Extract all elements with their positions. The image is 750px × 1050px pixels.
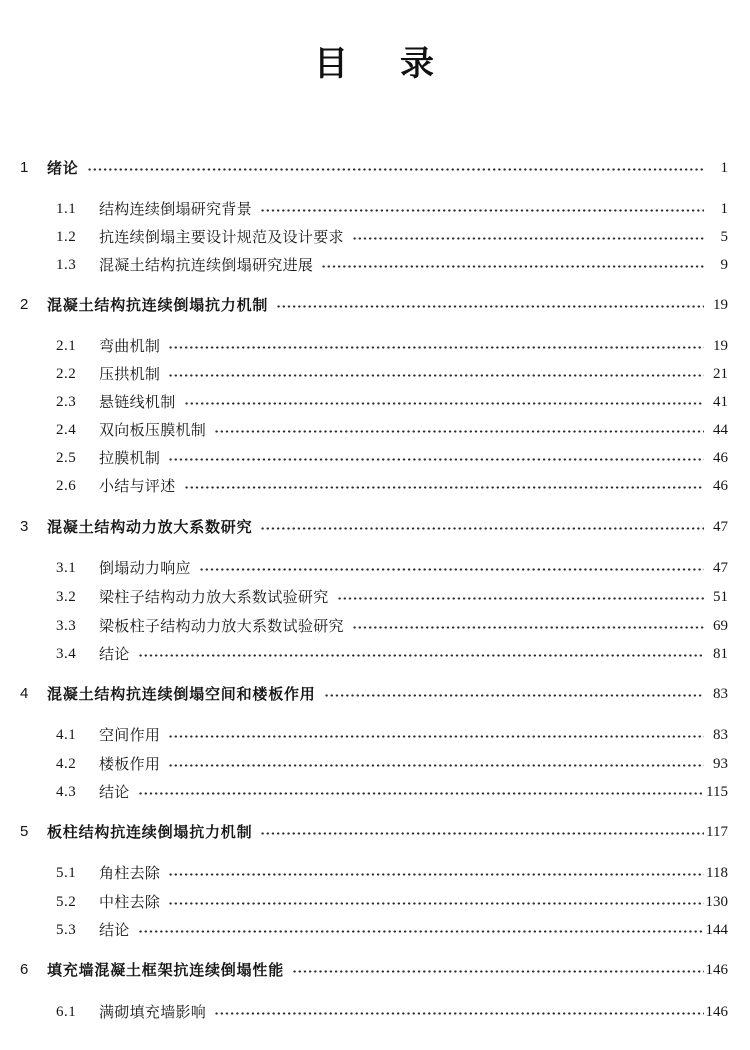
toc-section-row (0, 585, 750, 609)
toc-entry-body (99, 861, 710, 885)
toc-entry-body (99, 890, 710, 914)
toc-entry-title: 梁板柱子结构动力放大系数试验研究 (99, 617, 344, 635)
toc-entry-body (99, 362, 710, 386)
toc-dot-leader (168, 458, 704, 461)
toc-entry-body (99, 225, 710, 249)
toc-dot-leader (321, 265, 704, 268)
toc-entry-number: 6 (20, 961, 29, 978)
toc-entry-number: 5.2 (56, 894, 77, 910)
toc-entry-body (99, 253, 710, 277)
toc-entry-body (99, 474, 710, 498)
toc-section-row (0, 446, 750, 470)
toc-chapter-row (0, 293, 750, 317)
toc-dot-leader (214, 1012, 704, 1015)
toc-entry-title: 混凝土结构抗连续倒塌研究进展 (99, 256, 314, 274)
toc-entry-number: 1 (20, 159, 29, 176)
toc-section-row (0, 918, 750, 942)
toc-entry-body (99, 780, 710, 804)
toc-dot-leader (184, 402, 704, 405)
toc-chapter-row (0, 515, 750, 539)
toc-entry-title: 混凝土结构抗连续倒塌空间和楼板作用 (47, 685, 316, 703)
toc-dot-leader (352, 626, 704, 629)
toc-entry-body (47, 958, 710, 982)
toc-entry-number: 5 (20, 823, 29, 840)
toc-entry-body (99, 556, 710, 580)
toc-entry-number: 3.3 (56, 618, 77, 634)
toc-entry-body (99, 642, 710, 666)
toc-entry-title: 混凝土结构抗连续倒塌抗力机制 (47, 296, 269, 314)
toc-chapter-row (0, 682, 750, 706)
toc-entry-body (99, 614, 710, 638)
toc-dot-leader (138, 930, 704, 933)
toc-dot-leader (184, 486, 704, 489)
page-title-char-2: 录 (400, 44, 436, 84)
toc-page-number: 146 (705, 1004, 728, 1020)
toc-chapter-row (0, 156, 750, 180)
toc-dot-leader (260, 527, 704, 530)
toc-page-number: 51 (713, 589, 728, 605)
toc-entry-body (99, 918, 710, 942)
toc-section-row (0, 225, 750, 249)
toc-entry-body (47, 293, 710, 317)
toc-dot-leader (337, 597, 704, 600)
toc-dot-leader (292, 970, 704, 973)
toc-dot-leader (352, 237, 704, 240)
toc-entry-title: 悬链线机制 (99, 393, 176, 411)
toc-entry-body (99, 585, 710, 609)
toc-entry-title: 抗连续倒塌主要设计规范及设计要求 (99, 228, 344, 246)
toc-section-row (0, 780, 750, 804)
toc-entry-body (99, 446, 710, 470)
toc-entry-title: 角柱去除 (99, 864, 161, 882)
toc-entry-number: 4.2 (56, 756, 77, 772)
toc-entry-number: 2.4 (56, 422, 77, 438)
toc-entry-title: 梁柱子结构动力放大系数试验研究 (99, 588, 329, 606)
toc-page-number: 130 (705, 894, 728, 910)
toc-dot-leader (168, 902, 704, 905)
toc-page-number: 44 (713, 422, 728, 438)
toc-entry-number: 2.6 (56, 478, 77, 494)
toc-page-number: 118 (706, 865, 728, 881)
toc-entry-number: 3.4 (56, 646, 77, 662)
toc-entry-title: 结构连续倒塌研究背景 (99, 200, 253, 218)
toc-dot-leader (168, 735, 704, 738)
toc-entry-body (99, 723, 710, 747)
toc-page-number: 146 (705, 962, 728, 978)
toc-entry-title: 填充墙混凝土框架抗连续倒塌性能 (47, 961, 285, 979)
toc-section-row (0, 418, 750, 442)
toc-page-number: 9 (720, 257, 728, 273)
toc-section-row (0, 390, 750, 414)
toc-entry-number: 4.3 (56, 784, 77, 800)
toc-entry-title: 双向板压膜机制 (99, 421, 207, 439)
toc-dot-leader (276, 305, 704, 308)
toc-dot-leader (168, 346, 704, 349)
toc-entry-number: 1.1 (56, 201, 77, 217)
toc-page-number: 47 (713, 519, 728, 535)
toc-chapter-row (0, 820, 750, 844)
toc-entry-number: 4.1 (56, 727, 77, 743)
toc-entry-title: 楼板作用 (99, 755, 161, 773)
toc-entry-body (47, 515, 710, 539)
toc-page-number: 1 (720, 201, 728, 217)
toc-entry-title: 结论 (99, 921, 130, 939)
toc-entry-title: 混凝土结构动力放大系数研究 (47, 518, 253, 536)
toc-entry-title: 压拱机制 (99, 365, 161, 383)
toc-section-row (0, 752, 750, 776)
toc-section-row (0, 723, 750, 747)
toc-page-number: 5 (720, 229, 728, 245)
toc-section-row (0, 890, 750, 914)
toc-page-number: 115 (706, 784, 728, 800)
toc-entry-number: 1.3 (56, 257, 77, 273)
toc-entry-title: 结论 (99, 645, 130, 663)
toc-section-row (0, 197, 750, 221)
toc-entry-body (47, 156, 710, 180)
toc-entry-title: 空间作用 (99, 726, 161, 744)
toc-entry-title: 小结与评述 (99, 477, 176, 495)
toc-page-number: 83 (713, 686, 728, 702)
toc-section-row (0, 642, 750, 666)
toc-dot-leader (168, 873, 704, 876)
toc-dot-leader (87, 168, 704, 171)
toc-section-row (0, 1000, 750, 1024)
toc-page-number: 69 (713, 618, 728, 634)
toc-chapter-row (0, 958, 750, 982)
toc-page-number: 1 (720, 160, 728, 176)
toc-dot-leader (168, 374, 704, 377)
toc-entry-title: 弯曲机制 (99, 337, 161, 355)
toc-section-row (0, 614, 750, 638)
toc-entry-number: 5.1 (56, 865, 77, 881)
toc-page-number: 19 (713, 297, 728, 313)
toc-entry-body (99, 334, 710, 358)
toc-page-number: 81 (713, 646, 728, 662)
toc-entry-body (99, 197, 710, 221)
toc-dot-leader (324, 694, 704, 697)
toc-page-number: 93 (713, 756, 728, 772)
toc-section-row (0, 334, 750, 358)
toc-entry-title: 中柱去除 (99, 893, 161, 911)
toc-entry-body (47, 682, 710, 706)
toc-dot-leader (138, 792, 704, 795)
toc-entry-number: 1.2 (56, 229, 77, 245)
toc-dot-leader (260, 209, 704, 212)
toc-page-number: 144 (705, 922, 728, 938)
toc-entry-body (99, 1000, 710, 1024)
toc-entry-number: 5.3 (56, 922, 77, 938)
toc-section-row (0, 474, 750, 498)
toc-entry-body (99, 418, 710, 442)
toc-entry-number: 6.1 (56, 1004, 77, 1020)
toc-dot-leader (138, 654, 704, 657)
toc-page-number: 41 (713, 394, 728, 410)
toc-entry-title: 拉膜机制 (99, 449, 161, 467)
toc-page-number: 21 (713, 366, 728, 382)
toc-entry-number: 2.1 (56, 338, 77, 354)
toc-page-number: 83 (713, 727, 728, 743)
toc-dot-leader (199, 568, 704, 571)
toc-section-row (0, 861, 750, 885)
toc-entry-number: 3.2 (56, 589, 77, 605)
toc-dot-leader (214, 430, 704, 433)
toc-entry-number: 4 (20, 685, 29, 702)
toc-entry-number: 3.1 (56, 560, 77, 576)
page-title (0, 36, 750, 85)
toc-entry-number: 2.2 (56, 366, 77, 382)
toc-entry-number: 3 (20, 518, 29, 535)
toc-entry-title: 结论 (99, 783, 130, 801)
toc-entry-title: 满砌填充墙影响 (99, 1003, 207, 1021)
page-title-char-1: 目 (314, 44, 350, 84)
toc-entry-number: 2.5 (56, 450, 77, 466)
toc-entry-body (99, 752, 710, 776)
toc-entry-number: 2.3 (56, 394, 77, 410)
toc-page-number: 47 (713, 560, 728, 576)
toc-entry-title: 倒塌动力响应 (99, 559, 191, 577)
toc-entry-body (47, 820, 710, 844)
toc-section-row (0, 556, 750, 580)
toc-entry-title: 绪论 (47, 159, 79, 177)
toc-section-row (0, 253, 750, 277)
toc-entry-number: 2 (20, 296, 29, 313)
toc-page-number: 46 (713, 478, 728, 494)
toc-page-number: 19 (713, 338, 728, 354)
toc-entry-body (99, 390, 710, 414)
toc-dot-leader (168, 764, 704, 767)
toc-section-row (0, 362, 750, 386)
toc-dot-leader (260, 832, 704, 835)
toc-entry-title: 板柱结构抗连续倒塌抗力机制 (47, 823, 253, 841)
toc-page-number: 117 (706, 824, 728, 840)
toc-page-number: 46 (713, 450, 728, 466)
